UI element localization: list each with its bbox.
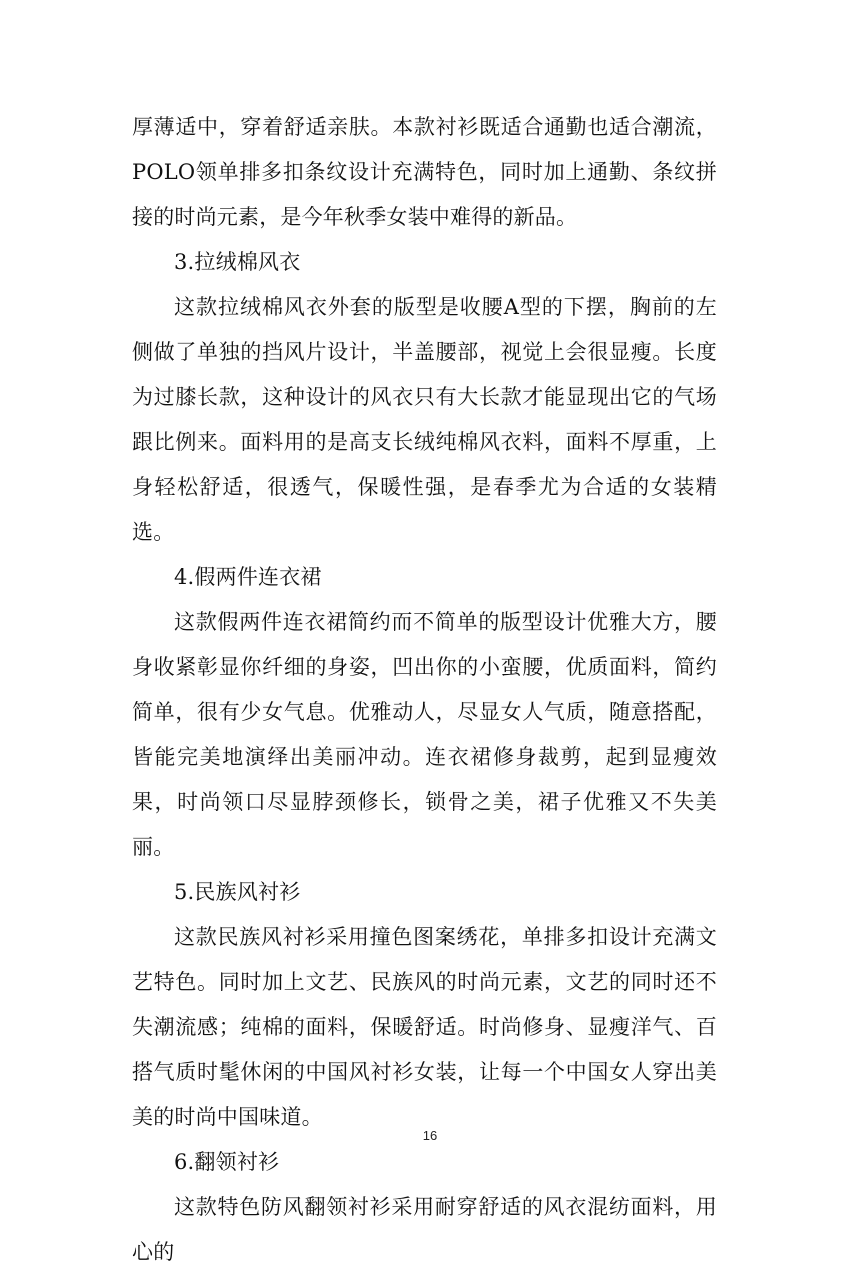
document-body: [132, 105, 717, 1275]
section-heading-lapel-shirt: 6.翻领衬衫: [174, 1150, 280, 1174]
paragraph-ethnic-shirt: 这款民族风衬衫采用撞色图案绣花，单排多扣设计充满文艺特色。同时加上文艺、民族风的时尚元素，文艺的同时还不失潮流感；纯棉的面料，保暖舒适。时尚修身、显瘦洋气、百搭气质时髦休闲的中国风衬衫女装，让每一个中国女人穿出美美的时尚中国味道。: [132, 925, 717, 1129]
section-heading-ethnic-shirt: 5.民族风衬衫: [174, 880, 301, 904]
paragraph-lapel-shirt: 这款特色防风翻领衬衫采用耐穿舒适的风衣混纺面料，用心的: [132, 1195, 717, 1264]
paragraph-continued: 厚薄适中，穿着舒适亲肤。本款衬衫既适合通勤也适合潮流，POLO领单排多扣条纹设计充满特色，同时加上通勤、条纹拼接的时尚元素，是今年秋季女装中难得的新品。: [132, 115, 717, 229]
section-heading-dress: 4.假两件连衣裙: [174, 565, 322, 589]
section-heading-windbreaker: 3.拉绒棉风衣: [174, 250, 301, 274]
paragraph-windbreaker: 这款拉绒棉风衣外套的版型是收腰A型的下摆，胸前的左侧做了单独的挡风片设计，半盖腰部，视觉上会很显瘦。长度为过膝长款，这种设计的风衣只有大长款才能显现出它的气场跟比例来。面料用的是高支长绒纯棉风衣料，面料不厚重，上身轻松舒适，很透气，保暖性强，是春季尤为合适的女装精选。: [132, 295, 717, 544]
paragraph-dress: 这款假两件连衣裙简约而不简单的版型设计优雅大方，腰身收紧彰显你纤细的身姿，凹出你的小蛮腰，优质面料，简约简单，很有少女气息。优雅动人，尽显女人气质，随意搭配，皆能完美地演绎出美丽冲动。连衣裙修身裁剪，起到显瘦效果，时尚领口尽显脖颈修长，锁骨之美，裙子优雅又不失美丽。: [132, 610, 717, 859]
page-number: 16: [422, 1128, 438, 1143]
